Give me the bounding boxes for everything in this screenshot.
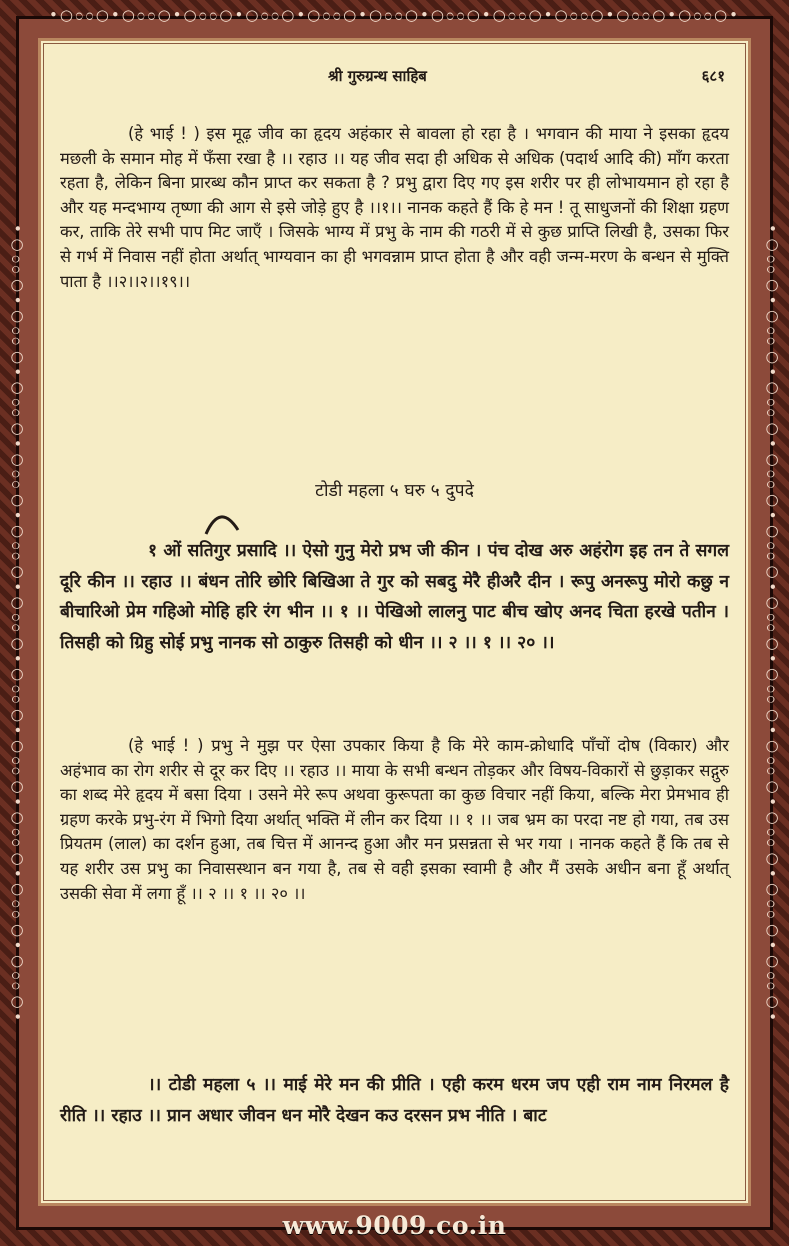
scripture-page bbox=[38, 38, 751, 1206]
verse-paragraph: १ ओं सतिगुर प्रसादि ।। ऐसो गुनु मेरो प्रभ जी कीन । पंच दोख अरु अहंरोग इह तन ते सगल दूरि कीन ।। रहाउ ।। बंधन तोरि छोरि बिखिआ ते गुर को सबदु मेरै हीअरै दीन । रूपु अनरूपु मोरो कछु न बीचारिओ प्रेम गहिओ मोहि हरि रंग भीन ।। १ ।। पेखिओ लालनु पाट बीच खोए अनद चिता हरखे पतीन । तिसही को ग्रिहु सोई प्रभु नानक सो ठाकुरु तिसही को धीन ।। २ ।। १ ।। २० ।। bbox=[60, 541, 729, 653]
verse-paragraph-2: ।। टोडी महला ५ ।। माई मेरे मन की प्रीति । एही करम धरम जप एही राम नाम निरमल है रीति ।। रहाउ ।। प्रान अधार जीवन धन मोरै देखन कउ दरसन प्रभ नीति । बाट bbox=[60, 1075, 729, 1126]
section-heading: टोडी महला ५ घरु ५ दुपदे bbox=[315, 481, 474, 501]
onkar-arc-icon bbox=[202, 506, 242, 536]
gurbani-verse-1 bbox=[60, 536, 729, 658]
commentary-block-2 bbox=[60, 734, 729, 906]
page-header bbox=[38, 58, 751, 86]
page-title: श्री गुरुग्रन्थ साहिब bbox=[328, 67, 427, 85]
page-number: ६८१ bbox=[701, 67, 725, 85]
border-pattern-top: •○೦೦○•○೦೦○•○೦೦○•○೦೦○•○೦೦○•○೦೦○•○೦೦○•○೦೦○•○೦೦○•○೦೦○•○೦೦○• bbox=[49, 6, 740, 24]
commentary-paragraph: (हे भाई ! ) इस मूढ़ जीव का हृदय अहंकार से बावला हो रहा है । भगवान की माया ने इसका हृदय मछली के समान मोह में फँसा रखा है ।। रहाउ ।। यह जीव सदा ही अधिक से अधिक (पदार्थ आदि की) माँग करता रहता है, लेकिन बिना प्रारब्ध कौन प्राप्त कर सकता है ? प्रभु द्वारा दिए गए इस शरीर पर ही लोभायमान हो रहा है और यह मन्दभाग्य तृष्णा की आग से इसे जोड़े हुए है ।।१।। नानक कहते हैं कि हे मन ! तू साधुजनों की शिक्षा ग्रहण कर, ताकि तेरे सभी पाप मिट जाएँ । जिसके भाग्य में प्रभु के नाम की गठरी में से कुछ प्राप्ति लिखी है, उसका फिर से गर्भ में निवास नहीं होता अर्थात् भाग्यवान का ही भगवन्नाम प्राप्त होता है और वही जन्म-मरण के बन्धन से मुक्ति पाता है ।।२।।२।।१९।। bbox=[60, 124, 729, 291]
commentary-block-1 bbox=[60, 122, 729, 294]
site-footer bbox=[0, 1206, 789, 1246]
site-url[interactable]: www.9009.co.in bbox=[282, 1211, 507, 1240]
gurbani-verse-2 bbox=[60, 1070, 729, 1131]
border-pattern-left: •○೦೦○•○೦೦○•○೦೦○•○೦೦○•○೦೦○•○೦೦○•○೦೦○•○೦೦○•○೦೦○•○೦೦○•○೦೦○• bbox=[8, 223, 26, 1023]
commentary-paragraph-2: (हे भाई ! ) प्रभु ने मुझ पर ऐसा उपकार किया है कि मेरे काम-क्रोधादि पाँचों दोष (विकार) और अहंभाव का रोग शरीर से दूर कर दिए ।। रहाउ ।। माया के सभी बन्धन तोड़कर और विषय-विकारों से छुड़ाकर सद्गुरु का शब्द मेरे हृदय में बसा दिया । उसने मेरे रूप अथवा कुरूपता का कुछ विचार नहीं किया, बल्कि मेरा प्रेमभाव ही ग्रहण करके प्रभु-रंग में भिगो दिया अर्थात् भक्ति में लीन कर दिया ।। १ ।। जब भ्रम का परदा नष्ट हो गया, तब उस प्रियतम (लाल) का दर्शन हुआ, तब चित्त में आनन्द हुआ और मन प्रसन्नता से भर गया । नानक कहते हैं कि तब से यह शरीर उस प्रभु का निवासस्थान बन गया है, तब से वही इसका स्वामी है और मैं उसके अधीन बना हूँ अर्थात् उसकी सेवा में लगा हूँ ।। २ ।। १ ।। २० ।। bbox=[60, 736, 729, 903]
border-pattern-right: •○೦೦○•○೦೦○•○೦೦○•○೦೦○•○೦೦○•○೦೦○•○೦೦○•○೦೦○•○೦೦○•○೦೦○•○೦೦○• bbox=[763, 223, 781, 1023]
